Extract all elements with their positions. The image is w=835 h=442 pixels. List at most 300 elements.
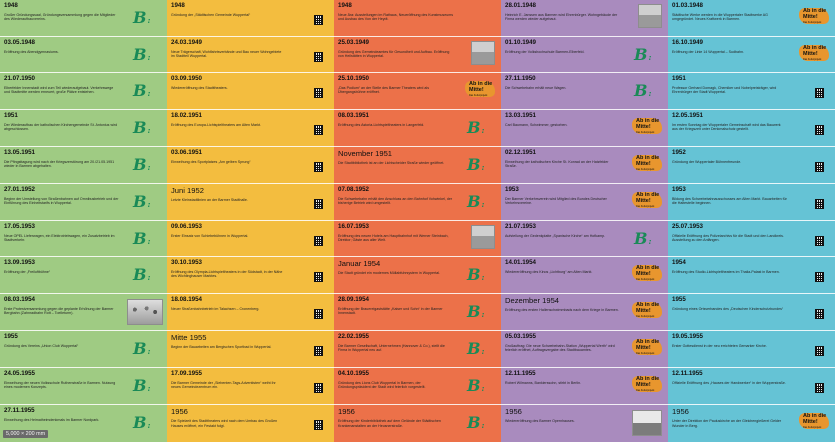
- logo-letter: B: [133, 192, 147, 211]
- entry-date: 27.01.1952: [4, 186, 35, 193]
- logo-letter: B: [133, 81, 147, 100]
- entry-text: Die Stadt gründet ein modernes Müllabfuhrsystem in Wuppertal.: [338, 270, 441, 275]
- entry-text: Eröffnung der „Freiluftbühne“: [4, 269, 51, 274]
- logo-letter: B: [133, 8, 147, 27]
- photo-thumbnail: [471, 41, 495, 65]
- timeline-entry: [334, 294, 501, 331]
- badge-line1: Ab in die: [636, 376, 660, 382]
- badge-subtext: Das Kulturprojekt: [636, 315, 655, 318]
- badge-subtext: Das Kulturprojekt: [469, 94, 488, 97]
- entry-text: Neue Trägerschaft, Wohlfahrtsverbände und Bau neuer Wohngebiete im Stadtteil Wuppertal.: [171, 49, 282, 59]
- badge-subtext: Das Kulturprojekt: [803, 21, 822, 24]
- entry-text: Die Barmer Gesellschaft, Unternehmen (Hannover & Co.), stellt die Firma in Wuppertal neu auf.: [338, 343, 445, 353]
- timeline-entry: [167, 405, 334, 442]
- badge-subtext: Das Kulturprojekt: [636, 278, 655, 281]
- entry-text: Eröffnung des Studio-Lichtspieltheaters im Thalia-Palast in Barmen.: [672, 269, 780, 274]
- entry-date: 1952: [672, 149, 686, 156]
- badge-text: [636, 119, 659, 131]
- entry-text: Die Schwebebahn erhält neue Wagen.: [505, 85, 567, 90]
- entry-text: Neue Ära: Ausstellungen im Rathaus, Neueröffnung des Kunstmuseums und Ausbau des Von der Heydt.: [338, 12, 453, 22]
- timeline-entry: [0, 147, 167, 184]
- timeline-entry: [167, 257, 334, 294]
- entry-text: Eröffnung des Astoria-Lichtspieltheaters in Langerfeld.: [338, 122, 425, 127]
- logo-dots-icon: :: [147, 15, 151, 25]
- timeline-entry: [668, 110, 835, 147]
- timeline-entry: [0, 331, 167, 368]
- badge-text: [636, 303, 659, 315]
- badge-line1: Ab in die: [469, 81, 493, 87]
- logo-dots-icon: :: [147, 125, 151, 135]
- badge-line1: Ab in die: [803, 413, 827, 419]
- b-logo-icon: [133, 194, 150, 210]
- entry-date: 1951: [4, 112, 18, 119]
- entry-text: Der Wiederaufbau der katholischen Kirchengemeinde St. Antonius wird abgeschlossen.: [4, 122, 118, 132]
- logo-dots-icon: :: [648, 88, 652, 98]
- timeline-entry: [501, 147, 668, 184]
- entry-text: Carl Baumann, Schwimmer, gestorben.: [505, 122, 568, 127]
- entry-date: 18.08.1954: [171, 296, 202, 303]
- entry-date: 16.10.1949: [672, 39, 703, 46]
- entry-date: 25.03.1949: [338, 39, 369, 46]
- entry-text: Eröffnung des ersten Hallenschwimmbads nach dem Kriege in Barmen.: [505, 307, 619, 312]
- entry-text: Letzte Kleinstadtlinien an der Barmer Stadthalle.: [171, 197, 248, 202]
- qr-code-icon: [314, 420, 323, 430]
- logo-dots-icon: :: [147, 346, 151, 356]
- timeline-entry: [501, 331, 668, 368]
- badge-line2: Mitte!: [469, 86, 484, 93]
- entry-date: 12.05.1951: [672, 112, 703, 119]
- timeline-entry: [334, 257, 501, 294]
- qr-code-icon: [815, 346, 824, 356]
- entry-text: Einweihung des Heimatheimdenkmals im Barmer Nordpark.: [4, 417, 100, 422]
- entry-date: 03.09.1950: [171, 75, 202, 82]
- b-logo-icon: [467, 415, 484, 431]
- entry-date: 28.01.1948: [505, 2, 536, 9]
- timeline-entry: [334, 73, 501, 110]
- logo-letter: B: [133, 229, 147, 248]
- logo-letter: B: [467, 192, 481, 211]
- entry-date: 12.11.1955: [505, 370, 536, 377]
- entry-text: Eröffnung der Brauereigaststätte „Kaiser und Sohn“ in der Barmer Innenstadt.: [338, 306, 443, 316]
- timeline-entry: [334, 147, 501, 184]
- entry-date: 05.03.1955: [505, 333, 536, 340]
- entry-text: Wiedereröffnung des Stadttheaters.: [171, 85, 228, 90]
- entry-text: Eröffnung der Linie 14 Wuppertal – Sudbahn.: [672, 49, 744, 54]
- timeline-entry: [668, 147, 835, 184]
- entry-date: 28.09.1954: [338, 296, 369, 303]
- image-size-label: 5,000 × 200 mm: [3, 430, 48, 438]
- entry-date: 13.03.1951: [505, 112, 536, 119]
- b-logo-icon: [133, 231, 150, 247]
- entry-text: Robert Wilmanns, Bankierssohn, stirbt in Berlin.: [505, 380, 582, 385]
- b-logo-icon: [467, 341, 484, 357]
- entry-text: Einweihung des Sportplatzes „Am gelben Sprung“: [171, 159, 251, 164]
- mitte-badge: [632, 300, 662, 320]
- qr-code-icon: [314, 15, 323, 25]
- timeline-entry: [501, 110, 668, 147]
- entry-date: 1955: [4, 333, 18, 340]
- qr-code-icon: [815, 88, 824, 98]
- timeline-entry: [334, 405, 501, 442]
- entry-text: Die Spielzeit des Stadttheaters wird nach dem Umbau des Großen Hauses eröffnet, ein Festakt folgt.: [171, 418, 278, 428]
- b-logo-icon: [467, 120, 484, 136]
- entry-date: 07.08.1952: [338, 186, 369, 193]
- logo-dots-icon: :: [147, 272, 151, 282]
- entry-text: „Das Podium“ an der Stelle des Barmer Theaters wird als Übergangsbühne eröffnet.: [338, 85, 430, 95]
- entry-date: 1956: [505, 407, 522, 416]
- mitte-badge: [632, 153, 662, 173]
- entry-date: 09.06.1953: [171, 223, 202, 230]
- b-logo-icon: [467, 267, 484, 283]
- badge-subtext: Das Kulturprojekt: [636, 168, 655, 171]
- entry-text: Einweihung der katholischen Kirche St. Konrad an der Hatzfelder Straße.: [505, 159, 609, 169]
- row-separator: [0, 256, 835, 257]
- entry-text: Wiedereröffnung des Barmer Opernhauses.: [505, 418, 575, 423]
- entry-date: 17.05.1953: [4, 223, 35, 230]
- timeline-entry: [0, 37, 167, 74]
- mitte-badge: [465, 79, 495, 99]
- entry-text: Einweihung der neuen Volksschule Ruthenstraße in Barmen. Nutzung eines modernen Konzepts.: [4, 380, 116, 390]
- logo-letter: B: [467, 376, 481, 395]
- b-logo-icon: [467, 304, 484, 320]
- row-separator: [0, 293, 835, 294]
- logo-dots-icon: :: [147, 199, 151, 209]
- entry-date: 1953: [672, 186, 686, 193]
- timeline-entry: [334, 37, 501, 74]
- entry-text: Aufstellung der Gedenkplatte „Spanische Kirche“ am Hofkamp.: [505, 233, 606, 238]
- qr-code-icon: [314, 346, 323, 356]
- entry-text: Die Stadtbibliothek ist an der Lichtscheider Straße wieder geöffnet.: [338, 160, 445, 165]
- entry-date: 1956: [672, 407, 689, 416]
- entry-date: 27.11.1955: [4, 407, 35, 414]
- row-separator: [0, 367, 835, 368]
- timeline-entry: [501, 184, 668, 221]
- timeline-entry: [0, 257, 167, 294]
- entry-date: Dezember 1954: [505, 296, 560, 305]
- entry-date: 25.07.1953: [672, 223, 703, 230]
- qr-code-icon: [314, 272, 323, 282]
- logo-dots-icon: :: [481, 125, 485, 135]
- badge-line2: Mitte!: [803, 418, 818, 425]
- badge-text: [636, 340, 659, 352]
- entry-date: 1954: [672, 259, 686, 266]
- entry-text: Großer Gründungssaal, Gründungsversammlung gegen die Mitglieder des Wiederaufbauvereins.: [4, 12, 116, 22]
- timeline-entry: [668, 294, 835, 331]
- entry-text: Offizielle Eröffnung des Polizeiarchivs für die Stadt und den Landkreis. Ausstellung zu den Anfängen.: [672, 233, 784, 243]
- timeline-entry: [334, 184, 501, 221]
- logo-dots-icon: :: [481, 309, 485, 319]
- entry-date: 25.10.1950: [338, 75, 369, 82]
- badge-line1: Ab in die: [636, 302, 660, 308]
- badge-line1: Ab in die: [803, 8, 827, 14]
- timeline-entry: [0, 73, 167, 110]
- timeline-entry: [501, 0, 668, 37]
- logo-dots-icon: :: [147, 236, 151, 246]
- entry-text: Gründung der Wuppertaler Bühnenfreunde.: [672, 159, 742, 164]
- timeline-entry: [501, 257, 668, 294]
- entry-text: Erste Protestversammlung gegen die geplante Erhöhung der Barmer Bergbahn (Zahnradbahn Rott – Toelleturm).: [4, 306, 114, 316]
- badge-line1: Ab in die: [636, 192, 660, 198]
- timeline-entry: [334, 331, 501, 368]
- logo-dots-icon: :: [648, 52, 652, 62]
- logo-dots-icon: :: [147, 52, 151, 62]
- badge-line1: Ab in die: [803, 45, 827, 51]
- badge-subtext: Das Kulturprojekt: [636, 389, 655, 392]
- timeline-entry: [668, 221, 835, 258]
- entry-date: 21.07.1953: [505, 223, 536, 230]
- b-logo-icon: [467, 157, 484, 173]
- entry-text: Großauftrag: Die neue Schwebebahn-Station „Wuppertal Werth“ wird feierlich eröffnet, Auftragsvergabe des Stadtbauamtes.: [505, 343, 615, 353]
- entry-text: Bildung des Schwebebahnausschusses am Alten Markt. Bauarbeiten für die Haltestelle beginnen.: [672, 196, 787, 206]
- badge-line2: Mitte!: [636, 160, 651, 167]
- logo-dots-icon: :: [481, 199, 485, 209]
- entry-date: November 1951: [338, 149, 393, 158]
- badge-line2: Mitte!: [636, 381, 651, 388]
- timeline-entry: [0, 368, 167, 405]
- logo-letter: B: [133, 45, 147, 64]
- timeline-entry: [167, 37, 334, 74]
- entry-date: 13.05.1951: [4, 149, 35, 156]
- b-logo-icon: [133, 10, 150, 26]
- qr-code-icon: [314, 309, 323, 319]
- row-separator: [0, 183, 835, 184]
- qr-code-icon: [314, 88, 323, 98]
- timeline-entry: [0, 110, 167, 147]
- timeline-entry: [334, 221, 501, 258]
- entry-text: Eröffnung des Olympia-Lichtspieltheaters in der Südstadt, in der Nähe des Wichlinghauser Marktes.: [171, 269, 283, 279]
- badge-subtext: Das Kulturprojekt: [636, 205, 655, 208]
- timeline-entry: [668, 73, 835, 110]
- entry-text: Offizielle Eröffnung des „Hauses der Handwerker“ in der Wupperstraße.: [672, 380, 786, 385]
- logo-letter: B: [634, 81, 648, 100]
- b-logo-icon: [133, 415, 150, 431]
- photo-thumbnail: [127, 299, 163, 325]
- badge-line1: Ab in die: [636, 265, 660, 271]
- logo-letter: B: [133, 155, 147, 174]
- entry-text: Elberfelder Innenstadt wird zum Teil wiederaufgebaut. Verkehrswege und Stadtmitte werden erneuert, große Plätze entstehen.: [4, 85, 114, 95]
- entry-date: 01.10.1949: [505, 39, 536, 46]
- entry-date: 03.05.1948: [4, 39, 35, 46]
- badge-subtext: Das Kulturprojekt: [803, 426, 822, 429]
- row-separator: [0, 146, 835, 147]
- badge-subtext: Das Kulturprojekt: [803, 58, 822, 61]
- entry-date: 22.02.1955: [338, 333, 369, 340]
- qr-code-icon: [815, 236, 824, 246]
- badge-line2: Mitte!: [636, 123, 651, 130]
- entry-text: Städtische Werke werden in die Wuppertaler Stadtwerke AG umgegründet. Neues Kraftwerk in Barmen.: [672, 12, 768, 22]
- badge-text: [803, 46, 826, 58]
- timeline-entry: [167, 147, 334, 184]
- timeline-entry: [668, 184, 835, 221]
- b-logo-icon: [133, 83, 150, 99]
- entry-text: Eröffnung des Abendgymnasiums.: [4, 49, 59, 54]
- badge-line1: Ab in die: [636, 155, 660, 161]
- entry-date: 19.05.1955: [672, 333, 703, 340]
- b-logo-icon: [133, 120, 150, 136]
- timeline-entry: [167, 73, 334, 110]
- badge-line2: Mitte!: [636, 344, 651, 351]
- entry-date: 1953: [505, 186, 519, 193]
- row-separator: [0, 220, 835, 221]
- logo-letter: B: [467, 339, 481, 358]
- entry-text: Beginn der Umstellung von Straßenbahnen auf Omnibusbetrieb und der Einführung des Einheitstarifs in Wuppertal.: [4, 196, 119, 206]
- entry-text: Professor Gerhard Domagk, Chemiker und Nobelpreisträger, wird Ehrenbürger der Stadt Wuppertal.: [672, 85, 777, 95]
- logo-letter: B: [467, 265, 481, 284]
- entry-text: Gründung des Lions Club Wuppertal in Barmen, der Gründungspräsident der Stadt wird feierlich vorgestellt.: [338, 380, 426, 390]
- timeline-entry: [501, 405, 668, 442]
- entry-date: Juni 1952: [171, 186, 204, 195]
- logo-dots-icon: :: [147, 88, 151, 98]
- timeline-entry: [501, 368, 668, 405]
- qr-code-icon: [314, 383, 323, 393]
- entry-text: Die Schwebebahn erhält den Anschluss an den Bahnhof Vohwinkel, der bisherige Betrieb wird umgestellt.: [338, 196, 453, 206]
- photo-thumbnail: [471, 225, 495, 249]
- qr-code-icon: [815, 162, 824, 172]
- badge-line1: Ab in die: [636, 339, 660, 345]
- mitte-badge: [632, 374, 662, 394]
- qr-code-icon: [815, 309, 824, 319]
- logo-letter: B: [634, 229, 648, 248]
- timeline-entry: [501, 73, 668, 110]
- mitte-badge: [632, 337, 662, 357]
- entry-date: 24.03.1949: [171, 39, 202, 46]
- qr-code-icon: [815, 272, 824, 282]
- entry-text: Neue OPEL Lieferwagen, ein Elektrotriebwagen, ein Zusatzbetrieb im Stadtverkehr.: [4, 233, 115, 243]
- entry-text: Im ersten Sonntag der Wuppertaler Gemeinschaft wird das Bauwerk aus der Kriegszeit unter Denkmalschutz gestellt.: [672, 122, 781, 132]
- qr-code-icon: [815, 125, 824, 135]
- qr-code-icon: [314, 125, 323, 135]
- entry-text: Gründung eines Ortsverbandes des „Deutschen Kinderschutzbundes“: [672, 306, 784, 311]
- badge-text: [636, 266, 659, 278]
- entry-date: 1955: [672, 296, 686, 303]
- timeline-entry: [167, 368, 334, 405]
- entry-text: Erster Einsatz von Schiebebühnen in Wuppertal.: [171, 233, 249, 238]
- entry-date: 16.07.1953: [338, 223, 369, 230]
- entry-text: Beginn der Bauarbeiten am Bergischen Sportbad in Wuppertal.: [171, 344, 272, 349]
- logo-letter: B: [467, 118, 481, 137]
- entry-text: Neuer Straßenbahnbetrieb im Talachsen – Cronenberg.: [171, 306, 260, 311]
- badge-line2: Mitte!: [636, 307, 651, 314]
- timeline-entry: [501, 294, 668, 331]
- logo-dots-icon: :: [481, 346, 485, 356]
- entry-date: 1948: [338, 2, 352, 9]
- timeline-entry: [501, 221, 668, 258]
- timeline-entry: [668, 405, 835, 442]
- entry-text: Wiedereröffnung des Kinos „Lichtburg“ am Alten Markt.: [505, 269, 593, 274]
- badge-text: [469, 82, 492, 94]
- logo-letter: B: [467, 413, 481, 432]
- entry-date: 1948: [4, 2, 18, 9]
- timeline-entry: [668, 257, 835, 294]
- mitte-badge: [799, 411, 829, 431]
- entry-text: Erster Gottesdienst in der neu errichteten Gemarker Kirche.: [672, 343, 767, 348]
- timeline-entry: [334, 368, 501, 405]
- entry-text: Gründung der „Städtischen Gemeinde Wuppertal“: [171, 12, 251, 17]
- entry-text: Eröffnung des neuen Hotels am Hauptbahnhof mit Werner Steinbach, Direktor; Gäste aus aller Welt.: [338, 233, 449, 243]
- badge-text: [636, 377, 659, 389]
- qr-code-icon: [314, 52, 323, 62]
- mitte-badge: [799, 6, 829, 26]
- logo-letter: B: [467, 302, 481, 321]
- b-logo-icon: [634, 83, 651, 99]
- row-separator: [0, 72, 835, 73]
- row-separator: [0, 404, 835, 405]
- row-separator: [0, 330, 835, 331]
- entry-date: 1948: [171, 2, 185, 9]
- qr-code-icon: [314, 236, 323, 246]
- entry-date: Mitte 1955: [171, 333, 207, 342]
- badge-line2: Mitte!: [803, 13, 818, 20]
- logo-letter: B: [133, 118, 147, 137]
- logo-dots-icon: :: [147, 383, 151, 393]
- timeline-entry: [668, 368, 835, 405]
- logo-dots-icon: :: [648, 236, 652, 246]
- entry-text: Gründung des Gemeindeamtes für Gesundheit und Aufbau. Eröffnung von Heilstätten in Wuppertal.: [338, 49, 450, 59]
- badge-line1: Ab in die: [636, 118, 660, 124]
- qr-code-icon: [314, 199, 323, 209]
- entry-text: Unter der Direktion der Pauluskirche an der Gleichengießerei Gelder Wunder in Berg.: [672, 418, 782, 428]
- mitte-badge: [632, 116, 662, 136]
- entry-date: 27.11.1950: [505, 75, 536, 82]
- entry-text: Gründung des Vereins „Union Club Wuppertal“: [4, 343, 79, 348]
- entry-date: 08.03.1954: [4, 296, 35, 303]
- badge-text: [803, 9, 826, 21]
- entry-text: Der Barmer Verkehrsverein wird Mitglied des Bundes Deutscher Verkehrsvereine.: [505, 196, 607, 206]
- badge-subtext: Das Kulturprojekt: [636, 131, 655, 134]
- timeline-entry: [167, 331, 334, 368]
- entry-date: 24.05.1955: [4, 370, 35, 377]
- entry-date: 04.10.1955: [338, 370, 369, 377]
- badge-line2: Mitte!: [636, 197, 651, 204]
- badge-line2: Mitte!: [636, 270, 651, 277]
- entry-date: 01.03.1948: [672, 2, 703, 9]
- b-logo-icon: [634, 47, 651, 63]
- entry-date: 1956: [171, 407, 188, 416]
- b-logo-icon: [133, 341, 150, 357]
- entry-date: 03.06.1951: [171, 149, 202, 156]
- timeline-entry: [668, 0, 835, 37]
- badge-text: [636, 156, 659, 168]
- qr-code-icon: [815, 199, 824, 209]
- timeline-entry: [0, 294, 167, 331]
- logo-dots-icon: :: [481, 162, 485, 172]
- b-logo-icon: [133, 378, 150, 394]
- timeline-entry: [0, 184, 167, 221]
- entry-date: Januar 1954: [338, 259, 381, 268]
- b-logo-icon: [467, 378, 484, 394]
- timeline-entry: [167, 110, 334, 147]
- b-logo-icon: [133, 47, 150, 63]
- timeline-entry: [167, 294, 334, 331]
- entry-text: Heinrich E. Janssen aus Barmen wird Ehrenbürger. Wohngebäude der Firma werden wieder aufgebaut.: [505, 12, 618, 22]
- logo-letter: B: [467, 155, 481, 174]
- logo-dots-icon: :: [481, 383, 485, 393]
- timeline-entry: [0, 221, 167, 258]
- mitte-badge: [632, 190, 662, 210]
- qr-code-icon: [314, 162, 323, 172]
- logo-dots-icon: :: [481, 420, 485, 430]
- logo-letter: B: [133, 265, 147, 284]
- entry-date: 13.09.1953: [4, 259, 35, 266]
- timeline-entry: [167, 184, 334, 221]
- logo-letter: B: [133, 413, 147, 432]
- entry-text: Die Pfingsttagung wird nach der Kriegszerstörung am 20./21.05.1951 wieder in Barmen abgehalten.: [4, 159, 115, 169]
- logo-dots-icon: :: [147, 162, 151, 172]
- entry-date: 12.11.1955: [672, 370, 703, 377]
- b-logo-icon: [133, 157, 150, 173]
- mitte-badge: [799, 43, 829, 63]
- entry-date: 1951: [672, 75, 686, 82]
